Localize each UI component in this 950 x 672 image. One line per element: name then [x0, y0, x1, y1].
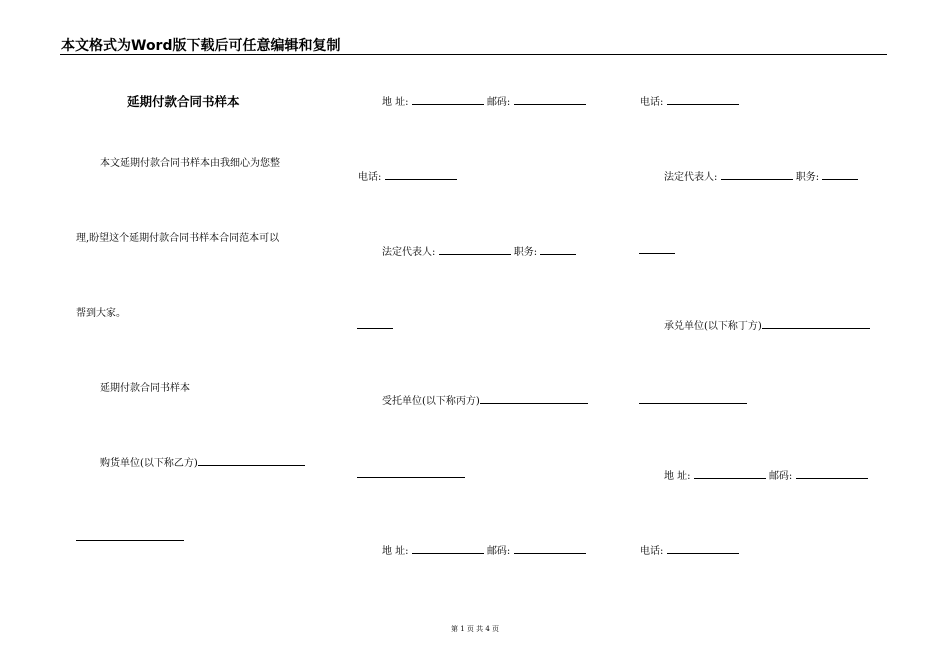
phone-line-2 — [640, 93, 739, 108]
header-divider — [60, 54, 887, 55]
phone-line-3 — [640, 542, 739, 557]
representative-line-2 — [664, 168, 858, 183]
address-label: 地 址: — [382, 546, 409, 557]
postcode-label: 邮码: — [768, 471, 793, 482]
guarantor-blank — [762, 319, 870, 329]
consignor-blank — [480, 394, 588, 404]
address-blank — [412, 544, 484, 554]
guarantor-label: 承兑单位(以下称丁方) — [664, 321, 762, 332]
phone-blank — [385, 170, 457, 180]
intro-line-3: 帮到大家。 — [76, 308, 126, 319]
representative-line-1 — [382, 243, 576, 258]
address-line-1 — [382, 93, 586, 108]
buyer-label: 购货单位(以下称乙方) — [100, 458, 198, 469]
intro-line-1: 本文延期付款合同书样本由我细心为您整 — [100, 158, 280, 169]
consignor-line — [382, 392, 588, 407]
position-blank — [822, 170, 858, 180]
phone-blank — [667, 95, 739, 105]
phone-blank — [667, 544, 739, 554]
postcode-label: 邮码: — [486, 97, 511, 108]
address-line-3 — [664, 467, 868, 482]
representative-label: 法定代表人: — [382, 247, 436, 258]
address-blank — [412, 95, 484, 105]
phone-label: 电话: — [640, 97, 664, 108]
address-label: 地 址: — [382, 97, 409, 108]
guarantor-line — [664, 317, 870, 332]
consignor-label: 受托单位(以下称丙方) — [382, 396, 480, 407]
address-blank — [694, 469, 766, 479]
buyer-line — [100, 454, 305, 469]
buyer-blank — [198, 456, 305, 466]
position-blank-continued — [639, 253, 675, 254]
postcode-blank — [514, 544, 586, 554]
phone-label: 电话: — [358, 172, 382, 183]
intro-line-2: 理,盼望这个延期付款合同书样本合同范本可以 — [76, 233, 280, 244]
representative-label: 法定代表人: — [664, 172, 718, 183]
phone-line-1 — [358, 168, 457, 183]
position-label: 职务: — [795, 172, 820, 183]
position-label: 职务: — [513, 247, 538, 258]
page-header: 本文格式为Word版下载后可任意编辑和复制 — [61, 38, 341, 54]
representative-blank — [721, 170, 793, 180]
postcode-blank — [796, 469, 868, 479]
document-title: 延期付款合同书样本 — [127, 94, 240, 109]
position-blank — [540, 245, 576, 255]
position-blank-continued — [357, 328, 393, 329]
address-label: 地 址: — [664, 471, 691, 482]
guarantor-blank-continued — [639, 403, 747, 404]
page-number: 第 1 页 共 4 页 — [450, 625, 500, 633]
consignor-blank-continued — [357, 477, 465, 478]
address-line-2 — [382, 542, 586, 557]
buyer-blank-continued — [76, 540, 184, 541]
phone-label: 电话: — [640, 546, 664, 557]
postcode-blank — [514, 95, 586, 105]
representative-blank — [439, 245, 511, 255]
postcode-label: 邮码: — [486, 546, 511, 557]
section-subtitle: 延期付款合同书样本 — [100, 383, 190, 394]
